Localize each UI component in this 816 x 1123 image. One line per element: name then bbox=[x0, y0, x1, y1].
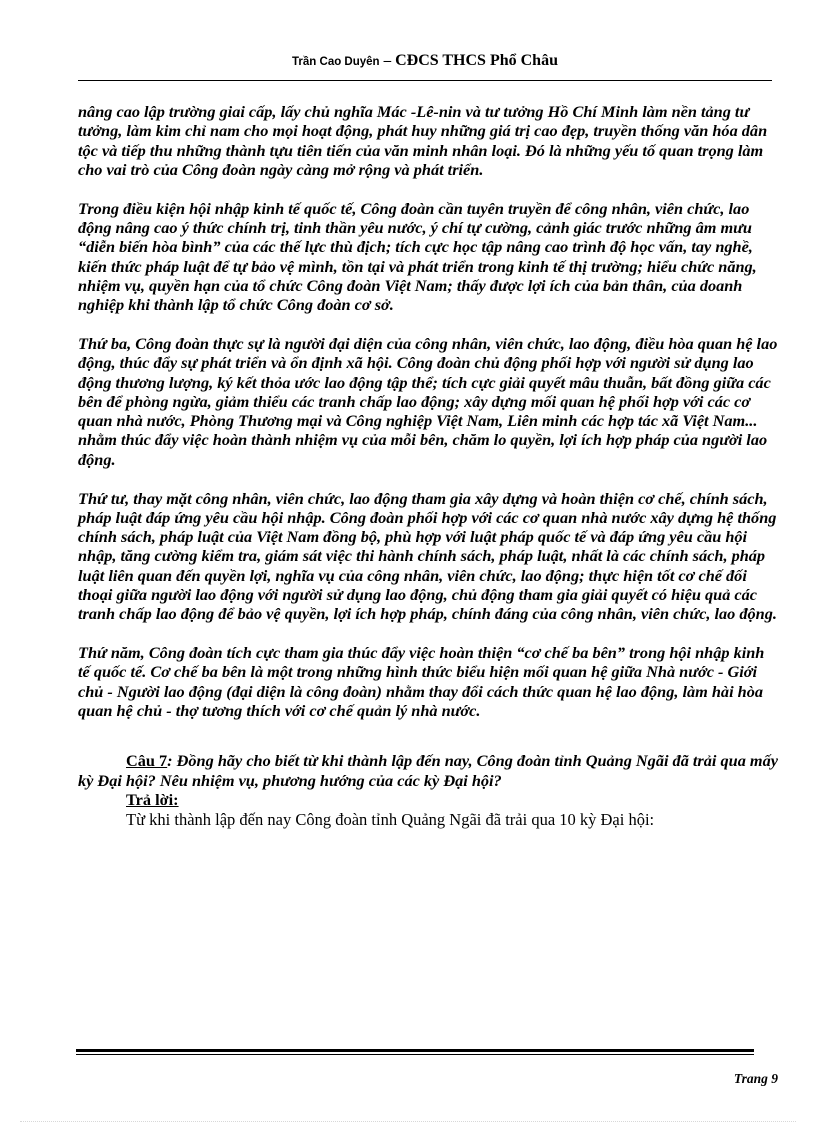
paragraph-intro-continuation: nâng cao lập trường giai cấp, lấy chủ nghĩa Mác -Lê-nin và tư tưởng Hồ Chí Minh làm nền tảng tư tưởng, làm kim chỉ nam cho mọi hoạt động, phát huy những giá trị cao đẹp, truyền thống văn hóa dân tộc và tiếp thu những thành tựu tiên tiến của văn minh nhân loại. Đó là những yếu tố quan trọng làm cho vai trò của Công đoàn ngày càng mở rộng và phát triển. bbox=[78, 102, 768, 179]
footer-divider-thick bbox=[76, 1049, 754, 1052]
header-author: Trần Cao Duyên bbox=[292, 56, 380, 68]
question-text: : Đồng hãy cho biết từ khi thành lập đến nay, Công đoàn tỉnh Quảng Ngãi đã trải qua mấy kỳ Đại hội? Nêu nhiệm vụ, phương hướng của các kỳ Đại hội? bbox=[78, 751, 778, 790]
paragraph-third-point: Thứ ba, Công đoàn thực sự là người đại diện của công nhân, viên chức, lao động, điều hòa quan hệ lao động, thúc đẩy sự phát triển và ổn định xã hội. Công đoàn chủ động phối hợp với người sử dụng lao động thương lượng, ký kết thỏa ước lao động tập thể; tích cực giải quyết mâu thuẫn, bất đồng giữa các bên để phòng ngừa, giảm thiểu các tranh chấp lao động; xây dựng mối quan hệ phối hợp với các cơ quan nhà nước, Phòng Thương mại và Công nghiệp Việt Nam, Liên minh các hợp tác xã Việt Nam... nhằm thúc đẩy việc hoàn thành nhiệm vụ của mỗi bên, chăm lo quyền, lợi ích hợp pháp của người lao động. bbox=[78, 333, 778, 469]
answer-label: Trả lời: bbox=[126, 790, 179, 810]
paragraph-international-integration: Trong điều kiện hội nhập kinh tế quốc tế, Công đoàn cần tuyên truyền để công nhân, viên chức, lao động nâng cao ý thức chính trị, tinh thần yêu nước, ý chí tự cường, cảnh giác trước những âm mưu “diễn biến hòa bình” của các thế lực thù địch; tích cực học tập nâng cao trình độ học vấn, tay nghề, kiến thức pháp luật để tự bảo vệ mình, tồn tại và phát triển trong kinh tế thị trường; hiểu chức năng, nhiệm vụ, quyền hạn của tổ chức Công đoàn Việt Nam; thấy được lợi ích của bản thân, của doanh nghiệp khi thành lập tổ chức Công đoàn cơ sở. bbox=[78, 198, 757, 315]
header-divider bbox=[78, 80, 772, 81]
page-header bbox=[78, 52, 772, 70]
paragraph-fifth-point: Thứ năm, Công đoàn tích cực tham gia thúc đẩy việc hoàn thiện “cơ chế ba bên” trong hội nhập kinh tế quốc tế. Cơ chế ba bên là một trong những hình thức biểu hiện mối quan hệ giữa Nhà nước - Giới chủ - Người lao động (đại diện là công đoàn) nhằm thay đổi cách thức quan hệ lao động, làm hài hòa quan hệ chủ - thợ tương thích với cơ chế quản lý nhà nước. bbox=[78, 643, 765, 721]
paragraph-fourth-point: Thứ tư, thay mặt công nhân, viên chức, lao động tham gia xây dựng và hoàn thiện cơ chế, chính sách, pháp luật đáp ứng yêu cầu hội nhập. Công đoàn phối hợp với các cơ quan nhà nước xây dựng hệ thống chính sách, pháp luật của Việt Nam đồng bộ, phù hợp với luật pháp quốc tế và đáp ứng yêu cầu hội nhập, tăng cường kiểm tra, giám sát việc thi hành chính sách, pháp luật, nhất là các chính sách, pháp luật liên quan đến quyền lợi, nghĩa vụ của công nhân, viên chức, lao động; thực hiện tốt cơ chế đối thoại giữa người lao động với người sử dụng lao động, chủ động tham gia giải quyết có hiệu quả các tranh chấp lao động để bảo vệ quyền, lợi ích hợp pháp, chính đáng của công nhân, viên chức, lao động. bbox=[78, 488, 777, 624]
header-separator: – bbox=[383, 53, 392, 69]
question-label: Câu 7 bbox=[126, 751, 168, 771]
question-7 bbox=[78, 751, 778, 790]
page-break-dotted-line bbox=[20, 1121, 796, 1122]
footer-divider-thin bbox=[76, 1054, 754, 1055]
document-body bbox=[78, 102, 778, 830]
header-school: CĐCS THCS Phổ Châu bbox=[395, 52, 558, 69]
answer-text: Từ khi thành lập đến nay Công đoàn tỉnh Quảng Ngãi đã trải qua 10 kỳ Đại hội: bbox=[126, 809, 655, 829]
page-number: Trang 9 bbox=[733, 1071, 778, 1086]
